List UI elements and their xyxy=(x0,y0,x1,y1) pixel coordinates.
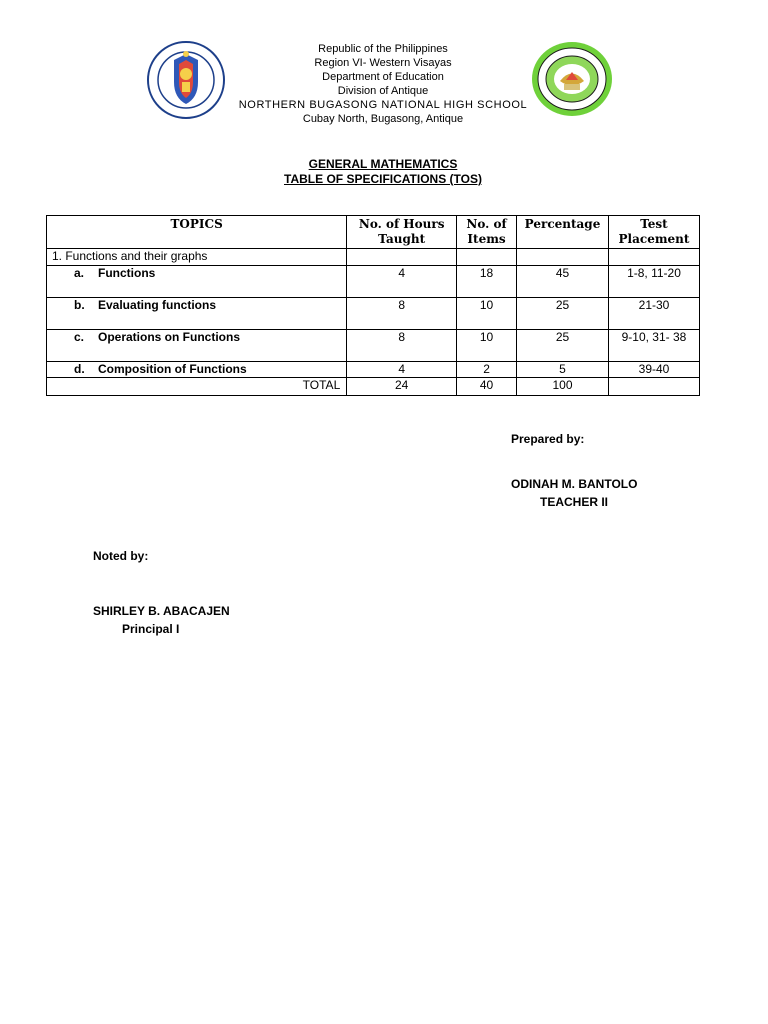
document-header xyxy=(200,42,566,126)
row-percentage: 25 xyxy=(517,298,609,330)
row-hours: 8 xyxy=(347,330,457,362)
total-label: TOTAL xyxy=(47,378,347,396)
total-placement xyxy=(608,378,699,396)
row-percentage: 45 xyxy=(517,266,609,298)
header-hours: No. of Hours Taught xyxy=(347,216,457,249)
tos-table xyxy=(46,215,700,396)
header-division: Division of Antique xyxy=(337,85,429,97)
table-row xyxy=(47,330,700,362)
header-address: Cubay North, Bugasong, Antique xyxy=(302,113,464,125)
table-row xyxy=(47,298,700,330)
row-hours: 8 xyxy=(347,298,457,330)
table-row xyxy=(47,362,700,378)
noted-by-label: Noted by: xyxy=(93,549,149,563)
row-items: 18 xyxy=(457,266,517,298)
row-items: 10 xyxy=(457,330,517,362)
header-topics: TOPICS xyxy=(47,216,347,249)
table-row-group xyxy=(47,249,700,266)
prepared-by-label: Prepared by: xyxy=(511,432,585,446)
subject-title: GENERAL MATHEMATICS xyxy=(308,157,458,171)
row-placement: 9-10, 31- 38 xyxy=(608,330,699,362)
row-topic: c. Operations on Functions xyxy=(47,330,347,362)
row-items: 10 xyxy=(457,298,517,330)
row-placement: 1-8, 11-20 xyxy=(608,266,699,298)
header-department: Department of Education xyxy=(322,71,444,83)
row-percentage: 5 xyxy=(517,362,609,378)
header-school-name: NORTHERN BUGASONG NATIONAL HIGH SCHOOL xyxy=(238,99,528,111)
header-items: No. of Items xyxy=(457,216,517,249)
preparer-title: TEACHER II xyxy=(540,495,609,509)
noter-name: SHIRLEY B. ABACAJEN xyxy=(93,604,230,618)
row-topic: d. Composition of Functions xyxy=(47,362,347,378)
total-percentage: 100 xyxy=(517,378,609,396)
total-hours: 24 xyxy=(347,378,457,396)
header-placement: Test Placement xyxy=(608,216,699,249)
table-total-row xyxy=(47,378,700,396)
header-region: Region VI- Western Visayas xyxy=(314,57,452,69)
row-placement: 39-40 xyxy=(608,362,699,378)
table-row xyxy=(47,266,700,298)
document-title: TABLE OF SPECIFICATIONS (TOS) xyxy=(284,172,482,186)
row-topic: a. Functions xyxy=(47,266,347,298)
noter-title: Principal I xyxy=(122,622,180,636)
table-header-row xyxy=(47,216,700,249)
row-topic: b. Evaluating functions xyxy=(47,298,347,330)
group-topic: 1. Functions and their graphs xyxy=(47,249,347,266)
row-percentage: 25 xyxy=(517,330,609,362)
total-items: 40 xyxy=(457,378,517,396)
row-items: 2 xyxy=(457,362,517,378)
header-republic: Republic of the Philippines xyxy=(318,43,448,55)
header-percentage: Percentage xyxy=(517,216,609,249)
row-hours: 4 xyxy=(347,266,457,298)
row-hours: 4 xyxy=(347,362,457,378)
preparer-name: ODINAH M. BANTOLO xyxy=(511,477,638,491)
row-placement: 21-30 xyxy=(608,298,699,330)
